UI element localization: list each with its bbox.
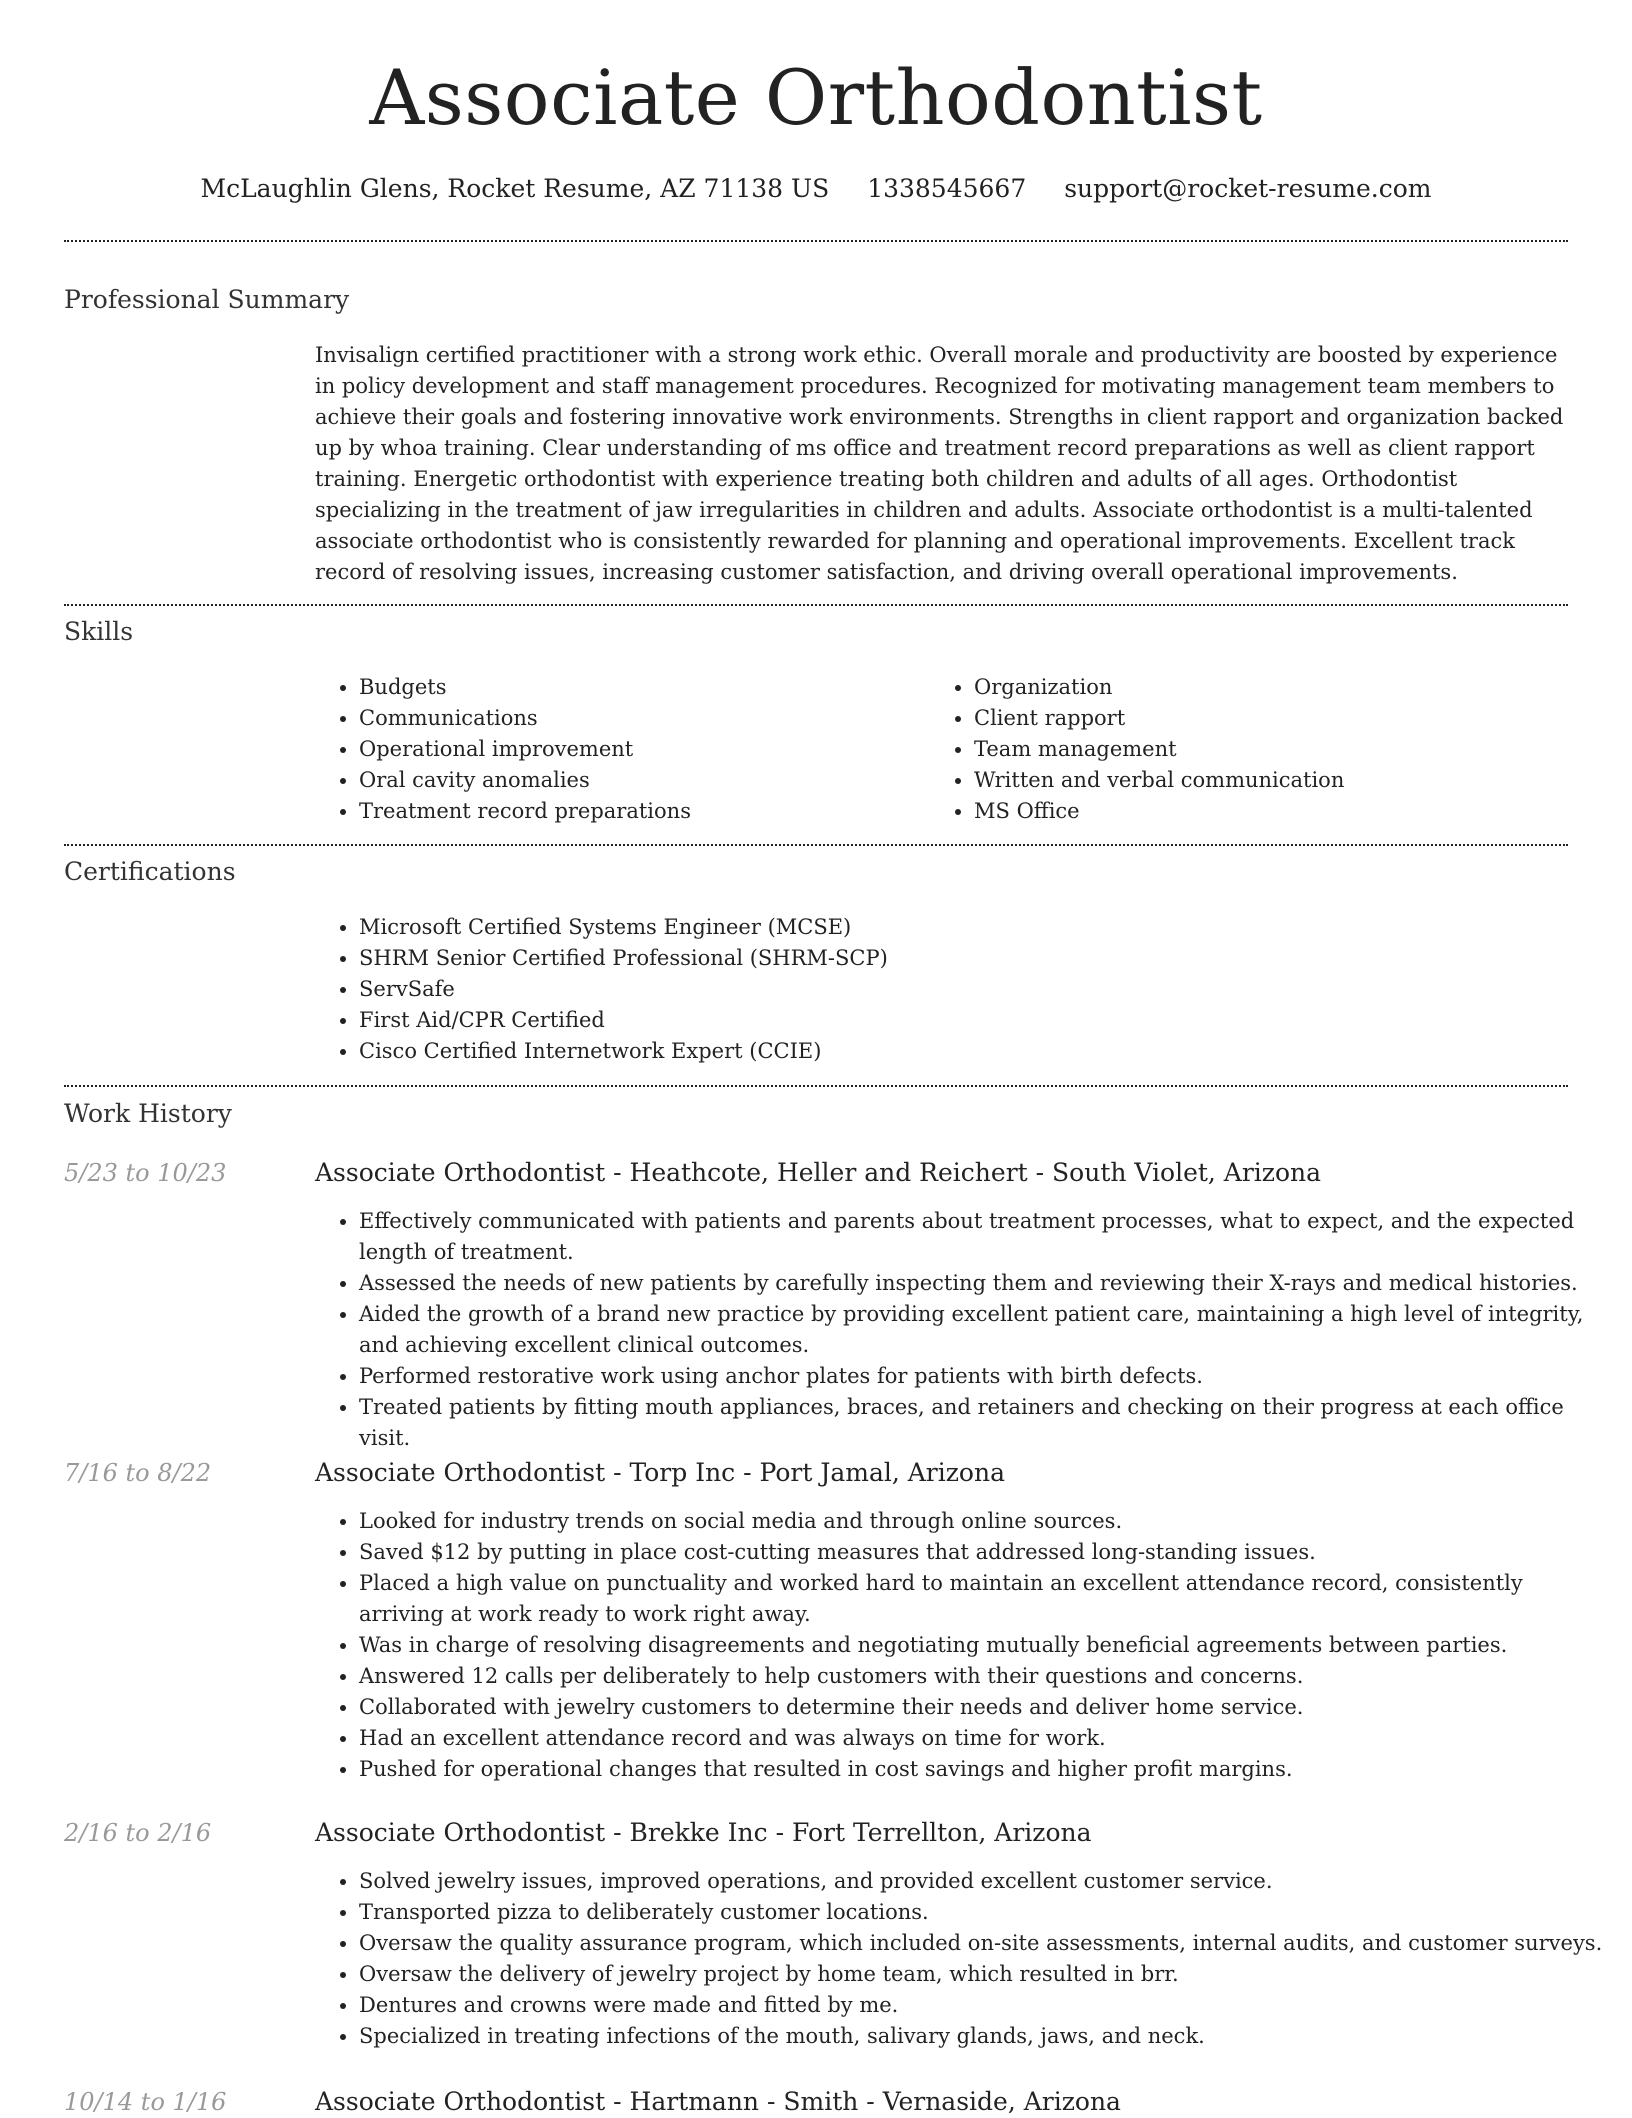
job-bullet: • Specialized in treating infections of the mouth, salivary glands, jaws, and neck. <box>359 2021 1612 2052</box>
certification-item: • First Aid/CPR Certified <box>359 1005 1559 1036</box>
job-bullets <box>315 1206 1612 1454</box>
job-bullet: • Oversaw the delivery of jewelry project by home team, which resulted in brr. <box>359 1959 1612 1990</box>
skill-item: • Organization <box>974 672 1574 703</box>
certification-item: • Microsoft Certified Systems Engineer (MCSE) <box>359 912 1559 943</box>
job-bullet: • Placed a high value on punctuality and worked hard to maintain an excellent attendance record, consistently arriving at work ready to work right away. <box>359 1568 1612 1630</box>
section-title-summary: Professional Summary <box>64 285 350 314</box>
contact-phone: 1338545667 <box>867 174 1027 203</box>
section-title-skills: Skills <box>64 617 134 646</box>
certification-item: • Cisco Certified Internetwork Expert (CCIE) <box>359 1036 1559 1067</box>
skill-item: • MS Office <box>974 796 1574 827</box>
divider <box>64 1085 1568 1087</box>
contact-address: McLaughlin Glens, Rocket Resume, AZ 71138 US <box>200 174 830 203</box>
contact-line <box>64 172 1568 206</box>
job-bullet: • Treated patients by fitting mouth appliances, braces, and retainers and checking on their progress at each office visit. <box>359 1392 1612 1454</box>
job-title: Associate Orthodontist - Torp Inc - Port Jamal, Arizona <box>315 1458 1005 1487</box>
certification-item: • ServSafe <box>359 974 1559 1005</box>
skill-item: • Oral cavity anomalies <box>359 765 919 796</box>
job-title: Associate Orthodontist - Heathcote, Heller and Reichert - South Violet, Arizona <box>315 1158 1322 1187</box>
job-bullet: • Oversaw the quality assurance program, which included on-site assessments, internal audits, and customer surveys. <box>359 1928 1612 1959</box>
job-bullet: • Looked for industry trends on social media and through online sources. <box>359 1506 1612 1537</box>
job-dates: 5/23 to 10/23 <box>64 1159 227 1187</box>
contact-email: support@rocket-resume.com <box>1064 174 1432 203</box>
job-bullet: • Was in charge of resolving disagreements and negotiating mutually beneficial agreements between parties. <box>359 1630 1612 1661</box>
skill-item: • Operational improvement <box>359 734 919 765</box>
job-bullet: • Solved jewelry issues, improved operations, and provided excellent customer service. <box>359 1866 1612 1897</box>
certification-item: • SHRM Senior Certified Professional (SHRM-SCP) <box>359 943 1559 974</box>
divider <box>64 604 1568 606</box>
job-bullet: • Assessed the needs of new patients by carefully inspecting them and reviewing their X-rays and medical histories. <box>359 1268 1612 1299</box>
job-bullet: • Transported pizza to deliberately customer locations. <box>359 1897 1612 1928</box>
section-title-work-history: Work History <box>64 1099 232 1128</box>
job-dates: 7/16 to 8/22 <box>64 1459 212 1487</box>
skill-item: • Written and verbal communication <box>974 765 1574 796</box>
job-bullet: • Dentures and crowns were made and fitted by me. <box>359 1990 1612 2021</box>
skills-list-right <box>930 672 1574 827</box>
skill-item: • Budgets <box>359 672 919 703</box>
skill-item: • Communications <box>359 703 919 734</box>
divider <box>64 844 1568 846</box>
skill-item: • Client rapport <box>974 703 1574 734</box>
certifications-list <box>315 912 1559 1067</box>
job-title: Associate Orthodontist - Brekke Inc - Fort Terrellton, Arizona <box>315 1818 1092 1847</box>
divider <box>64 240 1568 242</box>
job-dates: 10/14 to 1/16 <box>64 2088 227 2116</box>
summary-text: Invisalign certified practitioner with a strong work ethic. Overall morale and productivity are boosted by experience in policy development and staff management procedures. Recognized for motivating management team members to achieve their goals and fostering innovative work environments. Strengths in client rapport and organization backed up by whoa training. Clear understanding of ms office and treatment record preparations as well as client rapport training. Energetic orthodontist with experience treating both children and adults of all ages. Orthodontist specializing in the treatment of jaw irregularities in children and adults. Associate orthodontist is a multi-talented associate orthodontist who is consistently rewarded for planning and operational improvements. Excellent track record of resolving issues, increasing customer satisfaction, and driving overall operational improvements. <box>315 343 1564 584</box>
job-bullet: • Pushed for operational changes that resulted in cost savings and higher profit margins. <box>359 1754 1612 1785</box>
job-title: Associate Orthodontist - Hartmann - Smith - Vernaside, Arizona <box>315 2087 1121 2116</box>
job-bullet: • Had an excellent attendance record and was always on time for work. <box>359 1723 1612 1754</box>
job-bullet: • Saved $12 by putting in place cost-cutting measures that addressed long-standing issues. <box>359 1537 1612 1568</box>
job-bullet: • Performed restorative work using anchor plates for patients with birth defects. <box>359 1361 1612 1392</box>
section-title-certifications: Certifications <box>64 857 236 886</box>
skill-item: • Treatment record preparations <box>359 796 919 827</box>
resume-name: Associate Orthodontist <box>369 53 1263 142</box>
job-bullet: • Answered 12 calls per deliberately to help customers with their questions and concerns. <box>359 1661 1612 1692</box>
job-bullet: • Effectively communicated with patients and parents about treatment processes, what to expect, and the expected length of treatment. <box>359 1206 1612 1268</box>
job-bullet: • Aided the growth of a brand new practice by providing excellent patient care, maintaining a high level of integrity, and achieving excellent clinical outcomes. <box>359 1299 1612 1361</box>
skills-list-left <box>315 672 919 827</box>
job-bullets <box>315 1866 1612 2052</box>
skill-item: • Team management <box>974 734 1574 765</box>
job-bullet: • Collaborated with jewelry customers to determine their needs and deliver home service. <box>359 1692 1612 1723</box>
job-dates: 2/16 to 2/16 <box>64 1819 212 1847</box>
job-bullets <box>315 1506 1612 1785</box>
